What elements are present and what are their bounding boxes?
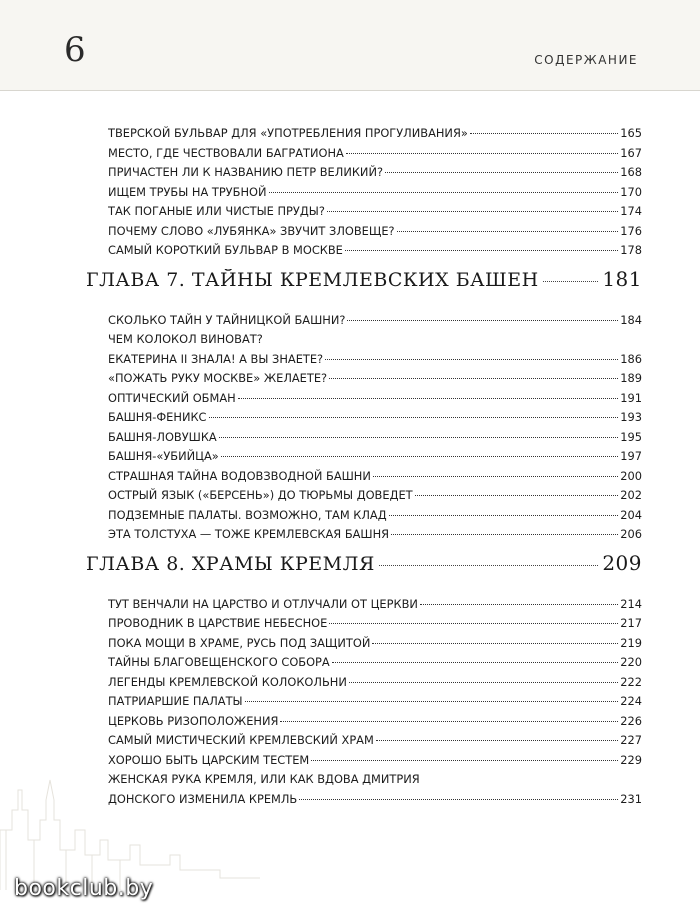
dot-leader [269, 180, 619, 193]
entry-title: ЧЕМ КОЛОКОЛ ВИНОВАТ? [108, 332, 263, 346]
dot-leader [245, 689, 619, 702]
entry-page-number: 197 [620, 449, 642, 463]
dot-leader [372, 631, 618, 644]
entry-page-number: 202 [620, 488, 642, 502]
dot-leader [329, 366, 618, 379]
page-number: 6 [64, 30, 87, 70]
dot-leader [391, 522, 618, 535]
entry-page-number: 168 [620, 165, 642, 179]
dot-leader [280, 709, 618, 722]
chapter-page-number: 181 [602, 266, 642, 291]
entry-title: ЭТА ТОЛСТУХА — ТОЖЕ КРЕМЛЕВСКАЯ БАШНЯ [108, 527, 390, 541]
dot-leader [221, 444, 619, 457]
dot-leader [543, 267, 599, 282]
toc-entry [108, 241, 642, 261]
dot-leader [397, 219, 619, 232]
entry-title: ПОЧЕМУ СЛОВО «ЛУБЯНКА» ЗВУЧИТ ЗЛОВЕЩЕ? [108, 223, 395, 238]
dot-leader [325, 347, 618, 360]
chapter-heading [86, 551, 642, 593]
entry-title: БАШНЯ-ФЕНИКС [108, 410, 207, 424]
entry-page-number: 170 [620, 184, 642, 199]
entry-title: САМЫЙ МИСТИЧЕСКИЙ КРЕМЛЕВСКИЙ ХРАМ [108, 733, 374, 747]
entry-title: ТАК ПОГАНЫЕ ИЛИ ЧИСТЫЕ ПРУДЫ? [108, 204, 325, 218]
chapter-page-number: 209 [602, 550, 642, 575]
entry-page-number: 222 [620, 674, 642, 689]
entry-page-number: 206 [620, 527, 642, 541]
dot-leader [470, 121, 618, 134]
dot-leader [346, 141, 618, 154]
dot-leader [332, 650, 619, 663]
entry-title: БАШНЯ-«УБИЙЦА» [108, 449, 219, 463]
dot-leader [329, 611, 618, 624]
entry-title: ЦЕРКОВЬ РИЗОПОЛОЖЕНИЯ [108, 713, 279, 728]
entry-title: ПРОВОДНИК В ЦАРСТВИЕ НЕБЕСНОЕ [108, 616, 328, 630]
dot-leader [345, 238, 618, 251]
dot-leader [420, 592, 618, 605]
entry-page-number: 224 [620, 694, 642, 708]
dot-leader [299, 787, 618, 800]
dot-leader [376, 728, 618, 741]
table-of-contents [86, 124, 642, 809]
entry-title: ЕКАТЕРИНА II ЗНАЛА! А ВЫ ЗНАЕТЕ? [108, 351, 324, 366]
entry-page-number: 229 [620, 752, 642, 767]
entry-title: БАШНЯ-ЛОВУШКА [108, 429, 217, 444]
entry-title: ДОНСКОГО ИЗМЕНИЛА КРЕМЛЬ [108, 791, 298, 806]
page-header [0, 0, 700, 91]
entry-title: ЖЕНСКАЯ РУКА КРЕМЛЯ, ИЛИ КАК ВДОВА ДМИТРИЯ [108, 772, 420, 786]
entry-page-number: 219 [620, 635, 642, 650]
entry-title: СТРАШНАЯ ТАЙНА ВОДОВЗВОДНОЙ БАШНИ [108, 468, 371, 483]
entry-title: ПОКА МОЩИ В ХРАМЕ, РУСЬ ПОД ЗАЩИТОЙ [108, 635, 371, 650]
dot-leader [379, 551, 599, 566]
entry-page-number: 189 [620, 371, 642, 385]
entry-title: ПОДЗЕМНЫЕ ПАЛАТЫ. ВОЗМОЖНО, ТАМ КЛАД [108, 507, 387, 522]
entry-page-number: 195 [620, 429, 642, 444]
entry-page-number: 167 [620, 145, 642, 160]
entry-page-number: 178 [620, 243, 642, 257]
entry-title: ЛЕГЕНДЫ КРЕМЛЕВСКОЙ КОЛОКОЛЬНИ [108, 674, 347, 689]
chapter-heading [86, 267, 642, 309]
entry-title: МЕСТО, ГДЕ ЧЕСТВОВАЛИ БАГРАТИОНА [108, 145, 344, 160]
entry-title: ПРИЧАСТЕН ЛИ К НАЗВАНИЮ ПЕТР ВЕЛИКИЙ? [108, 165, 384, 179]
dot-leader [209, 405, 619, 418]
entry-title: ОСТРЫЙ ЯЗЫК («БЕРСЕНЬ») ДО ТЮРЬМЫ ДОВЕДЕТ [108, 488, 413, 502]
entry-title: ОПТИЧЕСКИЙ ОБМАН [108, 390, 236, 405]
dot-leader [238, 386, 619, 399]
dot-leader [311, 748, 618, 761]
entry-page-number: 193 [620, 410, 642, 424]
dot-leader [373, 464, 618, 477]
chapter-title: ГЛАВА 7. ТАЙНЫ КРЕМЛЕВСКИХ БАШЕН [86, 268, 539, 291]
dot-leader [349, 670, 618, 683]
city-skyline-illustration [0, 760, 260, 890]
entry-page-number: 200 [620, 468, 642, 483]
entry-page-number: 214 [620, 596, 642, 611]
entry-title: ХОРОШО БЫТЬ ЦАРСКИМ ТЕСТЕМ [108, 752, 310, 767]
entry-page-number: 186 [620, 351, 642, 366]
entry-title: СКОЛЬКО ТАЙН У ТАЙНИЦКОЙ БАШНИ? [108, 312, 346, 327]
entry-page-number: 191 [620, 390, 642, 405]
dot-leader [422, 768, 640, 780]
entry-page-number: 227 [620, 733, 642, 747]
watermark-text: bookclub.by [14, 876, 154, 901]
entry-page-number: 231 [620, 791, 642, 806]
running-head: СОДЕРЖАНИЕ [534, 53, 638, 67]
dot-leader [385, 160, 618, 173]
entry-page-number: 176 [620, 223, 642, 238]
entry-page-number: 217 [620, 616, 642, 630]
entry-page-number: 226 [620, 713, 642, 728]
toc-entry [108, 525, 642, 545]
entry-title: ТУТ ВЕНЧАЛИ НА ЦАРСТВО И ОТЛУЧАЛИ ОТ ЦЕРКВИ [108, 596, 418, 611]
entry-page-number: 165 [620, 126, 642, 140]
entry-title: ИЩЕМ ТРУБЫ НА ТРУБНОЙ [108, 184, 267, 199]
entry-page-number: 204 [620, 507, 642, 522]
entry-title: САМЫЙ КОРОТКИЙ БУЛЬВАР В МОСКВЕ [108, 243, 343, 257]
entry-title: ТВЕРСКОЙ БУЛЬВАР ДЛЯ «УПОТРЕБЛЕНИЯ ПРОГУЛИВАНИЯ» [108, 126, 468, 140]
dot-leader [347, 308, 618, 321]
entry-page-number: 220 [620, 655, 642, 669]
entry-page-number: 174 [620, 204, 642, 218]
entry-title: ПАТРИАРШИЕ ПАЛАТЫ [108, 694, 243, 708]
entry-title: «ПОЖАТЬ РУКУ МОСКВЕ» ЖЕЛАЕТЕ? [108, 371, 328, 385]
chapter-title: ГЛАВА 8. ХРАМЫ КРЕМЛЯ [86, 552, 375, 575]
entry-title: ТАЙНЫ БЛАГОВЕЩЕНСКОГО СОБОРА [108, 655, 330, 669]
entry-page-number: 184 [620, 312, 642, 327]
dot-leader [265, 328, 640, 340]
dot-leader [219, 425, 619, 438]
dot-leader [327, 199, 618, 212]
dot-leader [389, 503, 619, 516]
dot-leader [415, 483, 619, 496]
